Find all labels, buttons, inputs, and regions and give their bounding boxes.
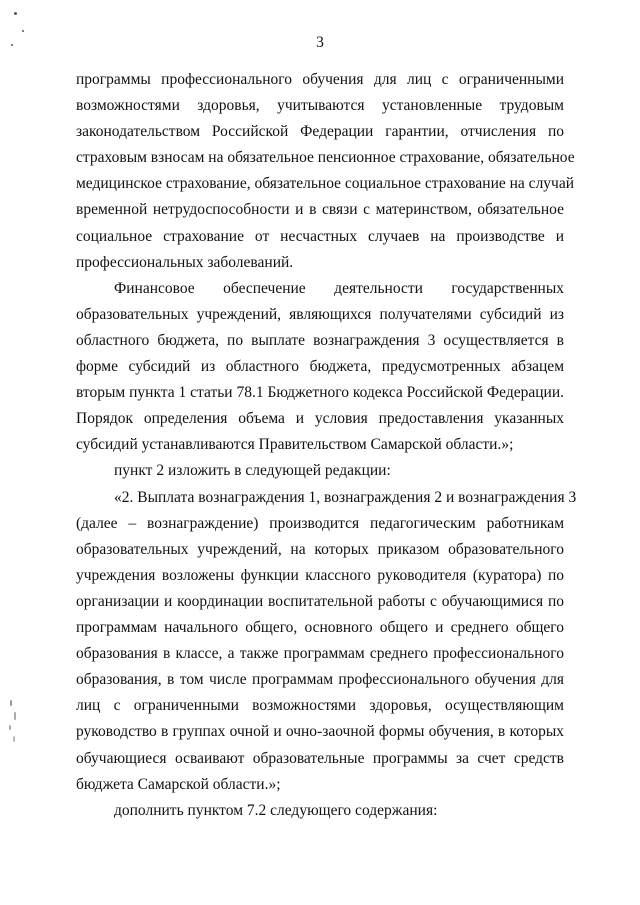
text-line: вторым пункта 1 статьи 78.1 Бюджетного кодекса Российской Федерации. xyxy=(76,384,564,401)
text-line: программам начального общего, основного общего и среднего общего xyxy=(76,619,564,636)
text-line: учреждения возложены функции классного руководителя (куратора) по xyxy=(76,567,564,584)
scan-speck xyxy=(14,12,17,15)
scan-speck xyxy=(13,736,15,742)
page-number: 3 xyxy=(316,34,324,51)
text-line: «2. Выплата вознаграждения 1, вознаграждения 2 и вознаграждения 3 xyxy=(114,489,577,506)
text-line: (далее – вознаграждение) производится педагогическим работникам xyxy=(76,515,564,532)
text-line: руководство в группах очной и очно-заочной формы обучения, в которых xyxy=(76,723,564,740)
text-line: страховым взносам на обязательное пенсионное страхование, обязательное xyxy=(76,149,575,166)
text-line: образовательных учреждений, являющихся получателями субсидий из xyxy=(76,306,564,323)
text-line: образования в классе, а также программам среднего профессионального xyxy=(76,645,564,662)
text-line: Финансовое обеспечение деятельности государственных xyxy=(114,280,564,297)
text-line: форме субсидий из областного бюджета, предусмотренных абзацем xyxy=(76,358,564,375)
scan-speck xyxy=(10,700,12,706)
text-line: бюджета Самарской области.»; xyxy=(76,776,281,793)
text-line: программы профессионального обучения для лиц с ограниченными xyxy=(76,71,564,88)
text-line: временной нетрудоспособности и в связи с материнством, обязательное xyxy=(76,201,564,218)
text-line: возможностями здоровья, учитываются установленные трудовым xyxy=(76,97,564,114)
text-line: лиц с ограниченными возможностями здоровья, осуществляющим xyxy=(76,697,564,714)
scan-speck xyxy=(9,725,11,730)
text-line: законодательством Российской Федерации гарантии, отчисления по xyxy=(76,123,564,140)
text-line: социальное страхование от несчастных случаев на производстве и xyxy=(76,228,564,245)
text-line: дополнить пунктом 7.2 следующего содержания: xyxy=(114,802,438,819)
text-line: образования, в том числе программам профессионального обучения для xyxy=(76,671,564,688)
text-line: профессиональных заболеваний. xyxy=(76,254,294,271)
text-line: обучающиеся осваивают образовательные программы за счет средств xyxy=(76,750,564,767)
text-line: организации и координации воспитательной работы с обучающимися по xyxy=(76,593,564,610)
text-line: образовательных учреждений, на которых приказом образовательного xyxy=(76,541,564,558)
text-line: областного бюджета, по выплате вознаграждения 3 осуществляется в xyxy=(76,332,564,349)
text-line: Порядок определения объема и условия предоставления указанных xyxy=(76,410,564,427)
text-line: субсидий устанавливаются Правительством Самарской области.»; xyxy=(76,436,514,453)
text-line: медицинское страхование, обязательное социальное страхование на случай xyxy=(76,175,575,192)
scan-speck xyxy=(14,712,16,720)
scan-speck xyxy=(11,44,13,46)
scan-speck xyxy=(22,30,24,32)
text-line: пункт 2 изложить в следующей редакции: xyxy=(114,462,391,479)
